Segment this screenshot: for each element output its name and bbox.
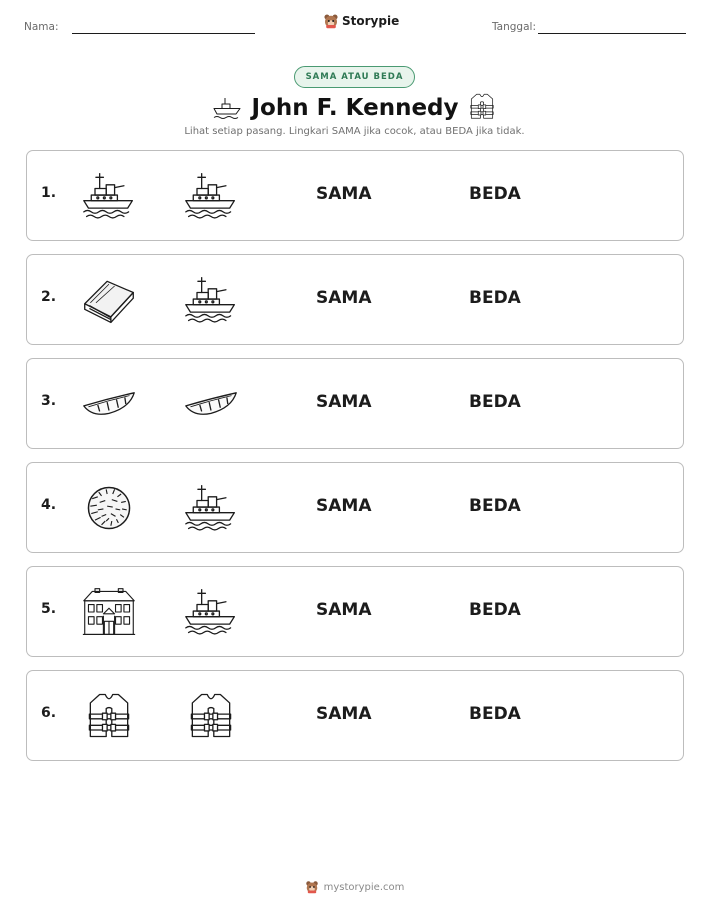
warship-icon [183, 274, 239, 326]
date-line[interactable] [538, 33, 686, 34]
warship-icon [81, 170, 137, 222]
name-line[interactable] [72, 33, 255, 34]
warship-icon [183, 586, 239, 638]
brand-logo [323, 13, 399, 29]
different-option[interactable]: BEDA [469, 704, 521, 724]
book-icon [81, 274, 137, 326]
worksheet-header [0, 0, 709, 50]
question-row-4 [26, 462, 684, 553]
question-row-1 [26, 150, 684, 241]
row-number: 5. [41, 601, 57, 617]
canoe-icon [81, 378, 137, 430]
storypie-mascot-icon [305, 880, 319, 894]
page-title: John F. Kennedy [251, 95, 459, 121]
different-option[interactable]: BEDA [469, 496, 521, 516]
different-option[interactable]: BEDA [469, 392, 521, 412]
same-option[interactable]: SAMA [316, 184, 372, 204]
row-number: 1. [41, 185, 57, 201]
row-number: 4. [41, 497, 57, 513]
life-vest-icon [81, 690, 137, 742]
canoe-icon [183, 378, 239, 430]
row-number: 3. [41, 393, 57, 409]
footer [0, 880, 709, 894]
date-label: Tanggal: [492, 21, 536, 33]
same-option[interactable]: SAMA [316, 600, 372, 620]
footer-site-link[interactable]: mystorypie.com [323, 881, 405, 893]
instruction-text: Lihat setiap pasang. Lingkari SAMA jika cocok, atau BEDA jika tidak. [184, 126, 525, 137]
worksheet-type-badge: SAMA ATAU BEDA [294, 66, 415, 88]
house-icon [81, 586, 137, 638]
question-row-2 [26, 254, 684, 345]
coconut-icon [81, 482, 137, 534]
same-option[interactable]: SAMA [316, 496, 372, 516]
different-option[interactable]: BEDA [469, 288, 521, 308]
row-number: 6. [41, 705, 57, 721]
name-label: Nama: [24, 21, 59, 33]
row-number: 2. [41, 289, 57, 305]
same-option[interactable]: SAMA [316, 392, 372, 412]
different-option[interactable]: BEDA [469, 184, 521, 204]
warship-icon [183, 170, 239, 222]
life-vest-icon [466, 91, 498, 122]
same-option[interactable]: SAMA [316, 704, 372, 724]
question-row-5 [26, 566, 684, 657]
same-option[interactable]: SAMA [316, 288, 372, 308]
life-vest-icon [183, 690, 239, 742]
storypie-mascot-icon [323, 13, 339, 29]
warship-icon [183, 482, 239, 534]
different-option[interactable]: BEDA [469, 600, 521, 620]
brand-name: Storypie [342, 14, 400, 28]
question-row-6 [26, 670, 684, 761]
question-row-3 [26, 358, 684, 449]
